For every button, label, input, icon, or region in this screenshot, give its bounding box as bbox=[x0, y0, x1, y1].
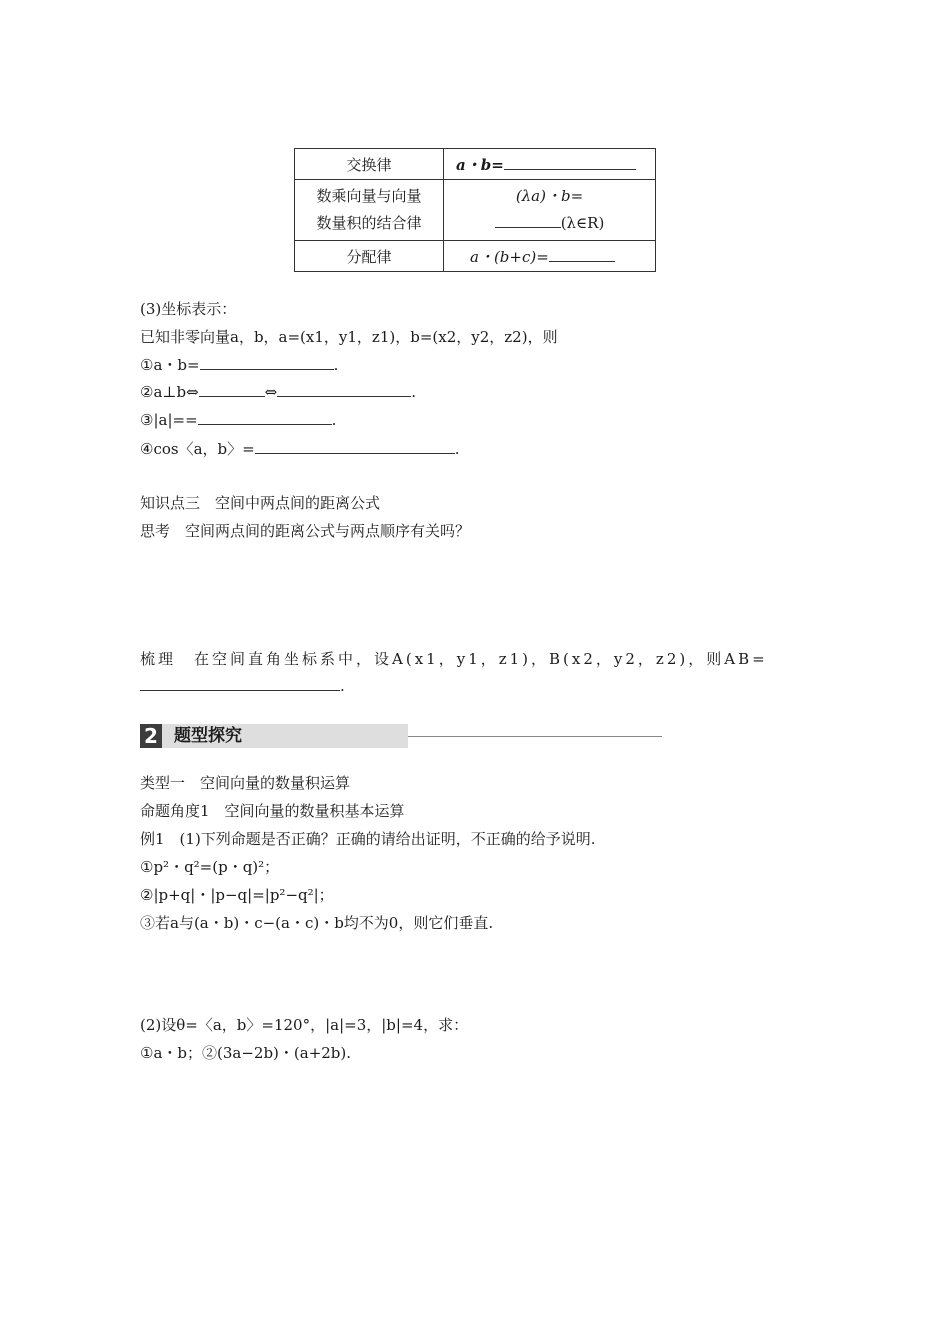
answer-blank[interactable] bbox=[140, 676, 340, 691]
law-formula bbox=[444, 180, 656, 241]
law-formula-line1: (λa)・b= bbox=[515, 187, 584, 205]
coord-item-3: ③|a|== . bbox=[140, 411, 337, 429]
law-name-line2: 数量积的结合律 bbox=[316, 214, 422, 232]
proposition-2: ②|p+q|・|p−q|=|p²−q²|； bbox=[140, 886, 334, 904]
section-title: 题型探究 bbox=[162, 724, 408, 748]
law-row-distributive bbox=[295, 241, 656, 272]
knowledge-3-review bbox=[140, 648, 768, 669]
coord-heading: (3)坐标表示： bbox=[140, 300, 237, 318]
type-1-angle: 命题角度1 空间向量的数量积基本运算 bbox=[140, 802, 405, 820]
question-2-items: ①a・b；②(3a−2b)・(a+2b). bbox=[140, 1044, 352, 1062]
example-1: 例1 (1)下列命题是否正确？正确的请给出证明，不正确的给予说明. bbox=[140, 830, 596, 848]
answer-blank[interactable] bbox=[200, 355, 334, 370]
coord-item-4: ④cos〈a，b〉= . bbox=[140, 440, 460, 458]
answer-blank[interactable] bbox=[199, 382, 265, 397]
review-lead: 梳理 bbox=[140, 650, 177, 668]
review-text: 在空间直角坐标系中，设A(x1，y1，z1)，B(x2，y2，z2)，则AB= bbox=[194, 650, 768, 668]
type-1-title: 类型一 空间向量的数量积运算 bbox=[140, 774, 351, 792]
law-name-line1: 数乘向量与向量 bbox=[316, 187, 422, 205]
answer-blank[interactable] bbox=[504, 155, 636, 170]
answer-blank[interactable] bbox=[255, 439, 455, 454]
section-2-header bbox=[140, 724, 522, 748]
coord-item-4-text: ④cos〈a，b〉= bbox=[140, 440, 255, 458]
proposition-1: ①p²・q²=(p・q)²； bbox=[140, 858, 280, 876]
answer-blank[interactable] bbox=[277, 382, 411, 397]
law-name bbox=[295, 180, 444, 241]
law-row-commutative bbox=[295, 149, 656, 180]
section-number: 2 bbox=[140, 724, 162, 748]
proposition-3: ③若a与(a・b)・c−(a・c)・b均不为0，则它们垂直. bbox=[140, 914, 494, 932]
answer-blank[interactable] bbox=[549, 247, 615, 262]
law-formula bbox=[444, 241, 656, 272]
law-table bbox=[294, 148, 656, 272]
knowledge-3-title: 知识点三 空间中两点间的距离公式 bbox=[140, 494, 381, 512]
law-name: 交换律 bbox=[295, 149, 444, 180]
knowledge-3-think: 思考 空间两点间的距离公式与两点顺序有关吗？ bbox=[140, 522, 471, 540]
answer-blank[interactable] bbox=[198, 410, 332, 425]
review-blank-line: . bbox=[140, 676, 345, 695]
law-formula-prefix: a・(b+c)= bbox=[470, 247, 549, 266]
law-formula-suffix: (λ∈R) bbox=[560, 214, 605, 232]
coord-item-1-text: ①a・b= bbox=[140, 356, 200, 374]
law-row-associative bbox=[295, 180, 656, 241]
coord-item-2-text: ②a⊥b⇔ bbox=[140, 383, 199, 401]
answer-blank[interactable] bbox=[495, 213, 561, 228]
question-2: (2)设θ=〈a，b〉=120°，|a|=3，|b|=4，求： bbox=[140, 1016, 469, 1034]
coord-given: 已知非零向量a，b，a=(x1，y1，z1)，b=(x2，y2，z2)，则 bbox=[140, 328, 558, 346]
law-formula-prefix: a・b= bbox=[456, 155, 504, 174]
section-divider bbox=[408, 736, 662, 737]
coord-item-1: ①a・b= . bbox=[140, 356, 339, 374]
law-name: 分配律 bbox=[295, 241, 444, 272]
coord-item-2-iff: ⇔ bbox=[264, 383, 278, 401]
law-formula bbox=[444, 149, 656, 180]
coord-item-3-text: ③|a|== bbox=[140, 411, 198, 429]
coord-item-2: ②a⊥b⇔ ⇔ . bbox=[140, 383, 417, 401]
